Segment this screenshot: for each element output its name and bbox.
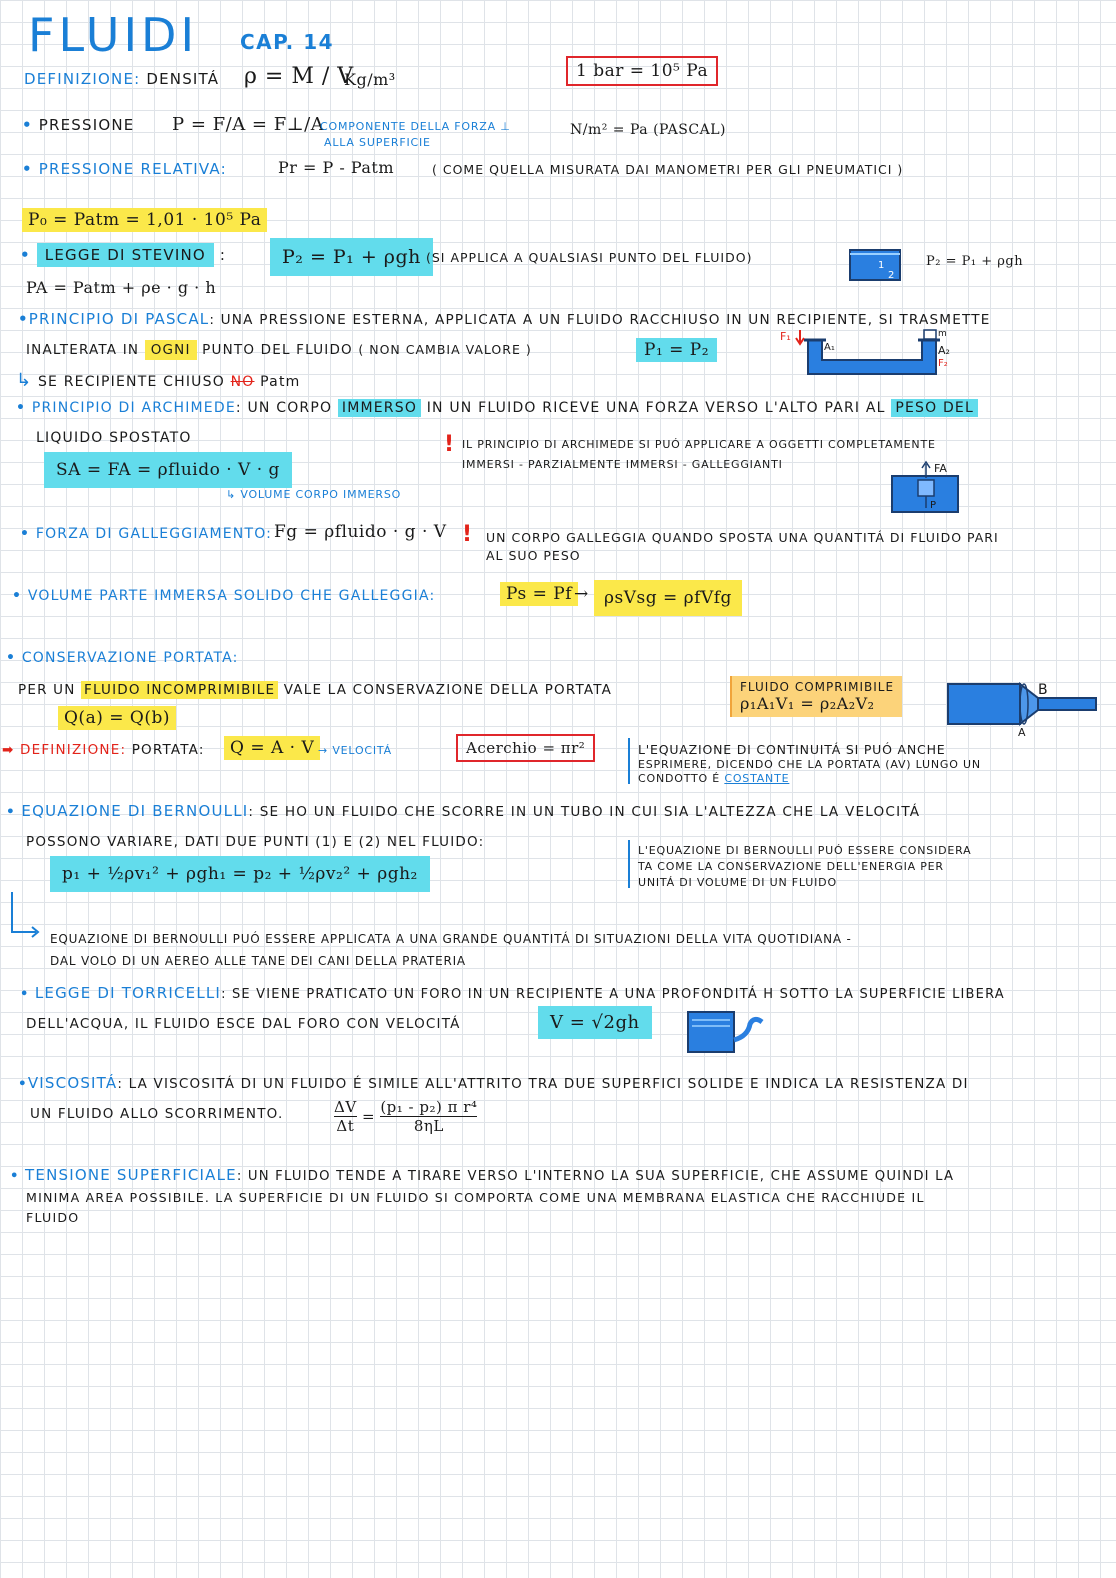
compressible-label: FLUIDO COMPRIMIBILE <box>740 680 895 694</box>
bernoulli-divider <box>628 840 630 888</box>
archimede-warning-1: IL PRINCIPIO DI ARCHIMEDE SI PUÓ APPLICARE A OGGETTI COMPLETAMENTE <box>462 438 936 451</box>
archimede-warning-icon: ! <box>444 432 455 457</box>
buoyancy-warning-icon: ! <box>462 522 473 547</box>
pipe-label-b: B <box>1038 682 1048 698</box>
bernoulli-side-2: TA COME LA CONSERVAZIONE DELL'ENERGIA PER <box>638 860 944 873</box>
density-formula: ρ = M / V <box>244 64 354 89</box>
stevino-label-1: 1 <box>878 260 885 271</box>
relative-pressure-formula: Pr = P - Patm <box>278 158 395 177</box>
floating-formula-1: Ps = Pf <box>500 582 578 606</box>
viscosity-num-left: ΔV <box>334 1098 357 1116</box>
buoyancy-row: • FORZA DI GALLEGGIAMENTO: <box>20 526 273 542</box>
surface-tension-line-3: FLUIDO <box>26 1210 80 1225</box>
viscosity-den-left: Δt <box>334 1116 357 1135</box>
surface-tension-line-2: MINIMA AREA POSSIBILE. LA SUPERFICIE DI UN FLUIDO SI COMPORTA COME UNA MEMBRANA ELASTICA CHE RACCHIUDE IL <box>26 1190 925 1205</box>
compressible-formula: ρ₁A₁V₁ = ρ₂A₂V₂ <box>740 694 875 713</box>
pressure-formula: P = F/A = F⊥/A <box>172 114 325 135</box>
compressible-fluid-box <box>730 676 902 717</box>
flow-rate-row: • CONSERVAZIONE PORTATA: <box>6 650 239 666</box>
atmospheric-pressure-formula: P₀ = Patm = 1,01 · 10⁵ Pa <box>22 208 267 232</box>
flow-definition-row: ➡ DEFINIZIONE: PORTATA: <box>2 742 205 758</box>
pa-formula: PA = Patm + ρe · g · h <box>26 278 217 297</box>
continuity-divider <box>628 738 630 784</box>
flow-rate-label: CONSERVAZIONE PORTATA: <box>21 650 239 666</box>
archimede-warning-2: IMMERSI - PARZIALMENTE IMMERSI - GALLEGGIANTI <box>462 458 783 471</box>
pascal-no-mark: NO <box>230 374 255 390</box>
pascal-m-label: m <box>938 329 947 339</box>
stevino-note: (SI APPLICA A QUALSIASI PUNTO DEL FLUIDO) <box>426 250 753 265</box>
bernoulli-note-1: EQUAZIONE DI BERNOULLI PUÓ ESSERE APPLICATA A UNA GRANDE QUANTITÁ DI SITUAZIONI DELLA VITA QUOTIDIANA - <box>50 932 852 946</box>
velocity-note: → VELOCITÁ <box>318 744 392 757</box>
pascal-text-1: : UNA PRESSIONE ESTERNA, APPLICATA A UN FLUIDO RACCHIUSO IN UN RECIPIENTE, SI TRASMETTE <box>209 312 991 328</box>
continuity-highlight: COSTANTE <box>724 772 790 785</box>
pascal-formula: P₁ = P₂ <box>636 338 717 362</box>
surface-tension-row: • TENSIONE SUPERFICIALE: UN FLUIDO TENDE A TIRARE VERSO L'INTERNO LA SUA SUPERFICIE, CHE ASSUME QUINDI LA <box>10 1166 955 1184</box>
archimede-p-label: P <box>930 500 937 511</box>
buoyancy-warning-1: UN CORPO GALLEGGIA QUANDO SPOSTA UNA QUANTITÁ DI FLUIDO PARI <box>486 530 999 545</box>
pascal-label: PRINCIPIO DI PASCAL <box>28 310 210 328</box>
floating-volume-label: VOLUME PARTE IMMERSA SOLIDO CHE GALLEGGIA: <box>27 588 436 604</box>
viscosity-label: VISCOSITÁ <box>27 1074 118 1092</box>
flow-rate-formula: Q(a) = Q(b) <box>58 706 176 730</box>
flow-definition-formula: Q = A · V <box>224 736 320 760</box>
buoyancy-label: FORZA DI GALLEGGIAMENTO: <box>35 526 273 542</box>
bernoulli-row: • EQUAZIONE DI BERNOULLI: SE HO UN FLUIDO CHE SCORRE IN UN TUBO IN CUI SIA L'ALTEZZA CHE LA VELOCITÁ <box>6 802 921 820</box>
torricelli-line-2: DELL'ACQUA, IL FLUIDO ESCE DAL FORO CON VELOCITÁ <box>26 1016 461 1032</box>
flow-rate-highlight: FLUIDO INCOMPRIMIBILE <box>81 681 278 699</box>
stevino-label-2: 2 <box>888 270 895 281</box>
bernoulli-note-2: DAL VOLO DI UN AEREO ALLE TANE DEI CANI DELLA PRATERIA <box>50 954 466 968</box>
archimede-arrow-note: ↳ VOLUME CORPO IMMERSO <box>226 488 402 501</box>
stevino-row: • LEGGE DI STEVINO : <box>20 246 226 264</box>
floating-formula-2: ρsVsg = ρfVfg <box>594 580 742 616</box>
bernoulli-side-1: L'EQUAZIONE DI BERNOULLI PUÓ ESSERE CONSIDERA <box>638 844 972 857</box>
flow-rate-text: PER UN FLUIDO INCOMPRIMIBILE VALE LA CONSERVAZIONE DELLA PORTATA <box>18 682 613 698</box>
pressure-note-2: ALLA SUPERFICIE <box>324 136 431 149</box>
archimede-row: • PRINCIPIO DI ARCHIMEDE: UN CORPO IMMERSO IN UN FLUIDO RICEVE UNA FORZA VERSO L'ALTO PARI AL PESO DEL <box>16 400 978 416</box>
continuity-line-3: CONDOTTO É COSTANTE <box>638 772 790 785</box>
torricelli-row: • LEGGE DI TORRICELLI: SE VIENE PRATICATO UN FORO IN UN RECIPIENTE A UNA PROFONDITÁ H SOTTO LA SUPERFICIE LIBERA <box>20 984 1005 1002</box>
page-title: FLUIDI <box>28 8 199 62</box>
archimede-fa-label: FA <box>934 462 947 475</box>
pascal-f1-label: F₁ <box>780 330 791 343</box>
viscosity-row: •VISCOSITÁ: LA VISCOSITÁ DI UN FLUIDO É SIMILE ALL'ATTRITO TRA DUE SUPERFICI SOLIDE E INDICA LA RESISTENZA DI <box>18 1074 969 1092</box>
bernoulli-side-3: UNITÁ DI VOLUME DI UN FLUIDO <box>638 876 837 889</box>
pressure-row: • PRESSIONE <box>22 116 135 134</box>
chapter-label: CAP. 14 <box>240 30 335 54</box>
pressure-unit: N/m² = Pa (PASCAL) <box>570 122 726 138</box>
bernoulli-arrow-icon <box>8 890 42 940</box>
relative-pressure-row: • PRESSIONE RELATIVA: <box>22 160 227 178</box>
surface-tension-label: TENSIONE SUPERFICIALE <box>25 1166 237 1184</box>
viscosity-den-right: 8ηL <box>380 1116 477 1135</box>
pascal-f2-label: F₂ <box>938 358 948 369</box>
relative-pressure-label: PRESSIONE RELATIVA: <box>38 160 227 178</box>
buoyancy-formula: Fg = ρfluido · g · V <box>274 522 447 542</box>
pipe-diagram <box>944 678 1100 738</box>
pressure-label: PRESSIONE <box>38 116 135 134</box>
stevino-label: LEGGE DI STEVINO <box>37 243 214 267</box>
floating-volume-row: • VOLUME PARTE IMMERSA SOLIDO CHE GALLEGGIA: <box>12 588 436 604</box>
continuity-line-2: ESPRIMERE, DICENDO CHE LA PORTATA (AV) LUNGO UN <box>638 758 981 771</box>
continuity-line-1: L'EQUAZIONE DI CONTINUITÁ SI PUÓ ANCHE <box>638 742 946 757</box>
floating-arrow: → <box>574 584 589 604</box>
stevino-container-diagram <box>848 244 904 284</box>
archimede-diagram <box>888 458 964 514</box>
viscosity-formula: $\frac{\Delta V}{\Delta t}$ = $\frac{\text{(p₁ - p₂) π r⁴}}{8\eta L}$ <box>334 1098 478 1135</box>
viscosity-num-right: (p₁ - p₂) π r⁴ <box>380 1098 478 1116</box>
archimede-formula: SA = FA = ρfluido · V · g <box>44 452 292 488</box>
definition-label: DEFINIZIONE: <box>24 70 141 88</box>
archimede-highlight-peso: PESO DEL <box>891 399 978 417</box>
pascal-hydraulic-diagram <box>776 326 962 378</box>
torricelli-formula: V = √2gh <box>538 1006 652 1039</box>
pascal-closed-row: ↳ SE RECIPIENTE CHIUSO NO Patm <box>16 370 301 391</box>
archimede-highlight-immerso: IMMERSO <box>338 399 421 417</box>
circle-area-box: Acerchio = πr² <box>456 734 595 762</box>
flow-definition-label: DEFINIZIONE: <box>20 742 127 758</box>
archimede-line-2: LIQUIDO SPOSTATO <box>36 430 192 446</box>
torricelli-label: LEGGE DI TORRICELLI <box>34 984 222 1002</box>
bernoulli-line-2: POSSONO VARIARE, DATI DUE PUNTI (1) E (2) NEL FLUIDO: <box>26 834 485 850</box>
buoyancy-warning-2: AL SUO PESO <box>486 548 581 563</box>
bar-conversion-box: 1 bar = 10⁵ Pa <box>566 56 718 86</box>
stevino-formula: P₂ = P₁ + ρgh <box>270 238 433 276</box>
archimede-label: PRINCIPIO DI ARCHIMEDE <box>31 400 236 416</box>
bernoulli-formula: p₁ + ½ρv₁² + ρgh₁ = p₂ + ½ρv₂² + ρgh₂ <box>50 856 430 892</box>
pascal-highlight-ogni: OGNI <box>145 340 197 360</box>
pascal-a1-label: A₁ <box>824 342 835 353</box>
pascal-row: •PRINCIPIO DI PASCAL: UNA PRESSIONE ESTERNA, APPLICATA A UN FLUIDO RACCHIUSO IN UN RECIPIENTE, SI TRASMETTE <box>18 310 991 328</box>
stevino-diagram-formula: P₂ = P₁ + ρgh <box>926 254 1024 269</box>
definition-arrow-icon: ➡ <box>2 742 15 758</box>
viscosity-line-2: UN FLUIDO ALLO SCORRIMENTO. <box>30 1106 284 1122</box>
density-definition <box>24 70 219 88</box>
density-term: DENSITÁ <box>146 70 220 88</box>
pipe-label-a: A <box>1018 726 1026 738</box>
density-unit: Kg/m³ <box>344 70 396 89</box>
pressure-note-1: COMPONENTE DELLA FORZA ⊥ <box>320 120 511 133</box>
relative-pressure-note: ( COME QUELLA MISURATA DAI MANOMETRI PER GLI PNEUMATICI ) <box>432 162 904 177</box>
torricelli-tank-diagram <box>684 1006 770 1054</box>
bernoulli-label: EQUAZIONE DI BERNOULLI <box>21 802 249 820</box>
pascal-line-2: INALTERATA IN OGNI PUNTO DEL FLUIDO ( NON CAMBIA VALORE ) <box>26 342 532 358</box>
pascal-a2-label: A₂ <box>938 344 950 357</box>
